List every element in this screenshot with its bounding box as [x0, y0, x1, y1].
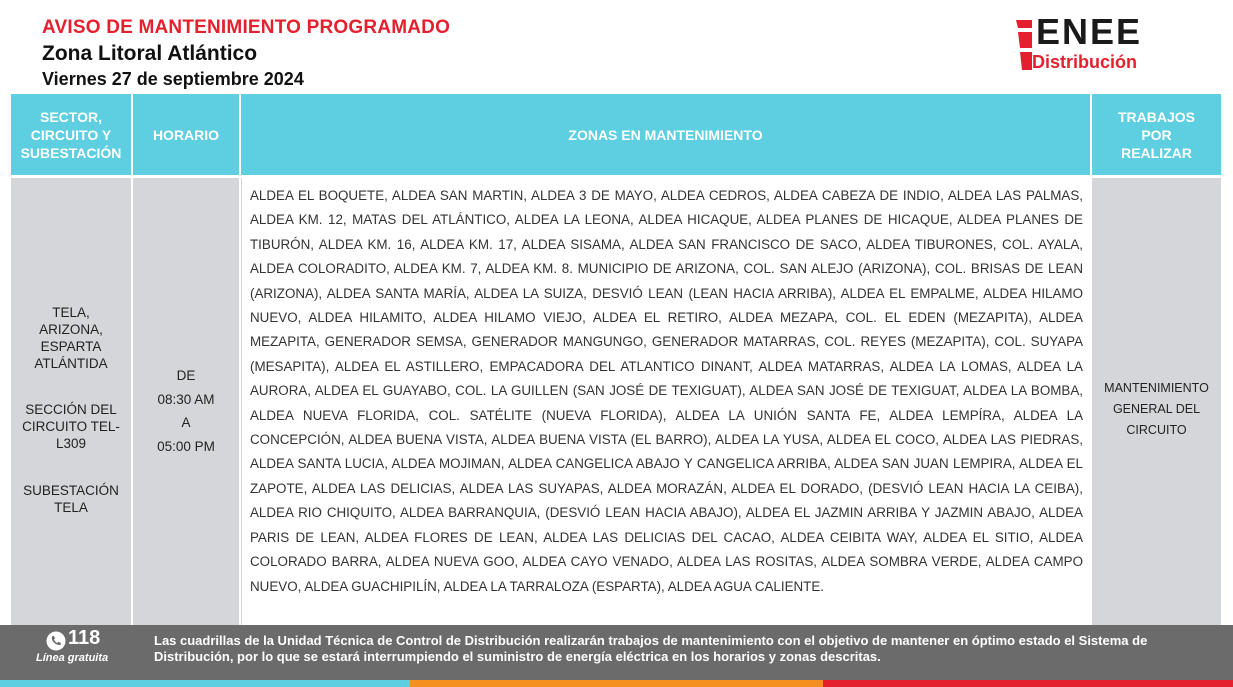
- schedule-to-label: A: [181, 415, 191, 430]
- work-description: MANTENIMIENTO GENERAL DEL CIRCUITO: [1104, 381, 1209, 437]
- sector-cell: [11, 178, 131, 625]
- hotline-label: Línea gratuita: [36, 652, 109, 664]
- zones-cell: [241, 178, 1090, 625]
- bottom-stripe-orange: [410, 680, 823, 687]
- footer-banner: [0, 625, 1233, 680]
- schedule-from-label: DE: [176, 368, 196, 383]
- logo-subtitle: Distribución: [1032, 52, 1138, 72]
- logo-wordmark: ENEE: [1036, 11, 1143, 52]
- hotline-number: 118: [68, 627, 101, 649]
- date-title: Viernes 27 de septiembre 2024: [42, 69, 304, 89]
- circuit-section: SECCIÓN DEL CIRCUITO TEL-L309: [22, 402, 120, 451]
- zones-list: ALDEA EL BOQUETE, ALDEA SAN MARTIN, ALDEA 3 DE MAYO, ALDEA CEDROS, ALDEA CABEZA DE INDIO, ALDEA LAS PALMAS, ALDEA KM. 12, MATAS DEL ATLÁNTICO, ALDEA LA LEONA, ALDEA HICAQUE, ALDEA PLANES DE HICAQUE, ALDEA PLANES DE TIBURÓN, ALDEA KM. 16, ALDEA KM. 17, ALDEA SISAMA, ALDEA SAN FRANCISCO DE SACO, ALDEA TIBURONES, COL. AYALA, ALDEA COLORADITO, ALDEA KM. 7, ALDEA KM. 8. MUNICIPIO DE ARIZONA, COL. SAN ALEJO (ARIZONA), COL. BRISAS DE LEAN (ARIZONA), ALDEA SANTA MARÍA, ALDEA LA SUIZA, DESVIÓ LEAN (LEAN HACIA ARRIBA), ALDEA EL EMPALME, ALDEA HILAMO NUEVO, ALDEA HILAMITO, ALDEA HILAMO VIEJO, ALDEA EL RETIRO, ALDEA MEZAPA, COL. EL EDEN (MEZAPITA), ALDEA MEZAPITA, GENERADOR SEMSA, GENERADOR MANGUNGO, GENERADOR MATARRAS, COL. REYES (MEZAPITA), COL. SUYAPA (MESAPITA), ALDEA EL ASTILLERO, EMPACADORA DEL ATLANTICO DINANT, ALDEA MATARRAS, ALDEA LA LOMAS, ALDEA LA AURORA, ALDEA EL GUAYABO, COL. LA GUILLEN (SAN JOSÉ DE TEXIGUAT), ALDEA SAN JOSÉ DE TEXIGUAT, ALDEA LA BOMBA, ALDEA NUEVA FLORIDA, COL. SATÉLITE (NUEVA FLORIDA), ALDEA LA UNIÓN SANTA FE, ALDEA LEMPÍRA, ALDEA LA CONCEPCIÓN, ALDEA BUENA VISTA, ALDEA BUENA VISTA (EL BARRO), ALDEA LA YUSA, ALDEA EL COCO, ALDEA LAS PIEDRAS, ALDEA SANTA LUCIA, ALDEA MOJIMAN, ALDEA CANGELICA ABAJO Y CANGELICA ARRIBA, ALDEA SAN JUAN LEMPIRA, ALDEA EL ZAPOTE, ALDEA LAS DELICIAS, ALDEA LAS SUYAPAS, ALDEA MORAZÁN, ALDEA EL DORADO, (DESVIÓ LEAN HACIA LA CEIBA), ALDEA RIO CHIQUITO, ALDEA BARRANQUIA, (DESVIÓ LEAN HACIA ABAJO), ALDEA EL JAZMIN ARRIBA Y JAZMIN ABAJO, ALDEA PARIS DE LEAN, ALDEA FLORES DE LEAN, ALDEA LAS DELICIAS DEL CACAO, ALDEA CEIBITA WAY, ALDEA EL SITIO, ALDEA COLORADO BARRA, ALDEA NUEVA GOO, ALDEA CAYO VENADO, ALDEA LAS ROSITAS, ALDEA SOMBRA VERDE, ALDEA CAMPO NUEVO, ALDEA GUACHIPILÍN, ALDEA LA TARRALOZA (ESPARTA), ALDEA AGUA CALIENTE.: [250, 188, 1083, 594]
- schedule-block: [133, 364, 239, 458]
- work-cell: [1092, 178, 1221, 625]
- footer-message: Las cuadrillas de la Unidad Técnica de Control de Distribución realizarán trabajos de mantenimiento con el objetivo de mantener en óptimo estado el Sistema de Distribución, por lo que se estará interrumpiendo el suministro de energía eléctrica en los horarios y zonas descritas.: [154, 633, 1148, 664]
- sector-name: TELA, ARIZONA, ESPARTA ATLÁNTIDA: [34, 305, 108, 371]
- substation-name: SUBESTACIÓN TELA: [23, 483, 119, 515]
- enee-logo: [1010, 11, 1190, 74]
- header-work: TRABAJOS POR REALIZAR: [1092, 94, 1221, 175]
- maintenance-table: [11, 94, 1221, 625]
- enee-logo-mark-icon: [1010, 18, 1034, 72]
- header-zones: ZONAS EN MANTENIMIENTO: [241, 94, 1090, 175]
- schedule-end-time: 05:00 PM: [157, 438, 215, 454]
- header-sector: SECTOR, CIRCUITO Y SUBESTACIÓN: [11, 94, 131, 175]
- phone-icon: [46, 631, 66, 651]
- notice-title: AVISO DE MANTENIMIENTO PROGRAMADO: [42, 17, 451, 38]
- zone-title: Zona Litoral Atlántico: [42, 42, 258, 65]
- schedule-start-time: 08:30 AM: [157, 391, 215, 407]
- bottom-stripe-red: [823, 680, 1233, 687]
- notice-header: [0, 0, 1233, 94]
- schedule-cell: [133, 178, 239, 625]
- bottom-stripe-blue: [0, 680, 410, 687]
- header-schedule: HORARIO: [133, 94, 239, 175]
